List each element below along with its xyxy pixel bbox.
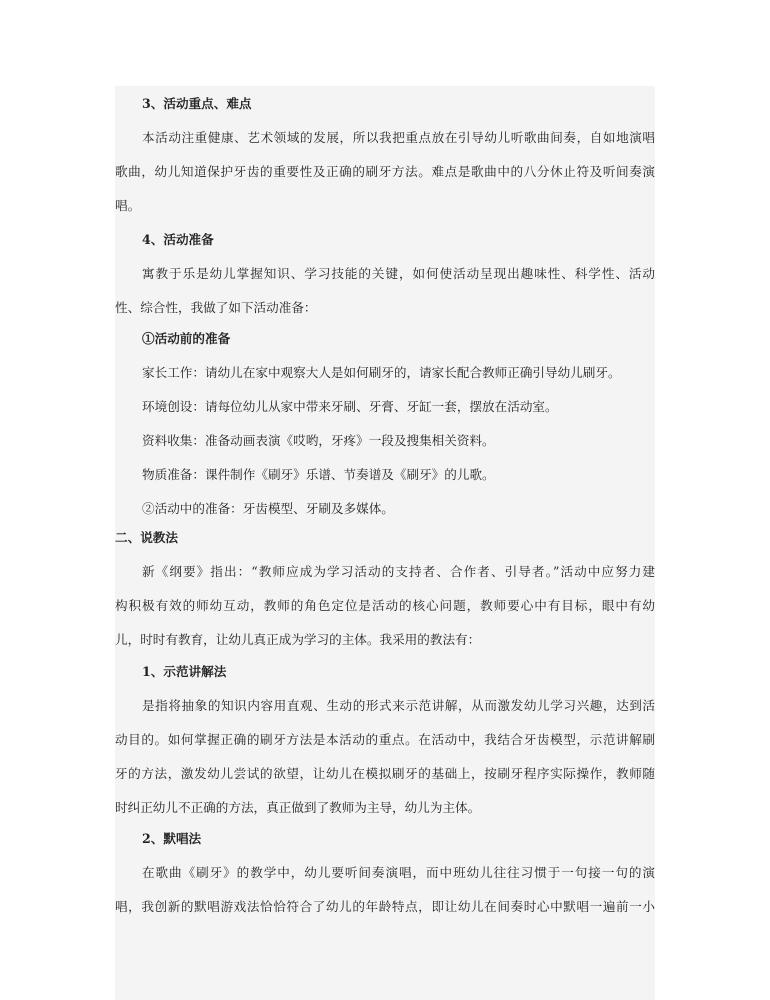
paragraph-line: ②活动中的准备：牙齿模型、牙刷及多媒体。 (142, 501, 394, 516)
paragraph-line: 本活动注重健康、艺术领域的发展，所以我把重点放在引导幼儿听歌曲间奏，自如地演唱 (142, 130, 655, 145)
paragraph-line: 歌曲，幼儿知道保护牙齿的重要性及正确的刷牙方法。难点是歌曲中的八分休止符及听间奏演 (115, 164, 655, 179)
paragraph-line: 是指将抽象的知识内容用直观、生动的形式来示范讲解，从而激发幼儿学习兴趣，达到活 (142, 698, 655, 713)
paragraph-line: 构积极有效的师幼互动，教师的角色定位是活动的核心问题，教师要心中有目标，眼中有幼 (115, 598, 655, 613)
heading-teaching-methods: 二、说教法 (115, 530, 178, 545)
paragraph-line: 环境创设：请每位幼儿从家中带来牙刷、牙膏、牙缸一套，摆放在活动室。 (142, 399, 558, 414)
heading-before-activity: ①活动前的准备 (142, 331, 231, 346)
heading-silent-singing: 2、默唱法 (142, 831, 202, 846)
paragraph-line: 儿，时时有教育，让幼儿真正成为学习的主体。我采用的教法有： (115, 632, 481, 647)
heading-key-points: 3、活动重点、难点 (142, 96, 252, 111)
paragraph-line: 物质准备：课件制作《刷牙》乐谱、节奏谱及《刷牙》的儿歌。 (142, 467, 495, 482)
heading-demonstration: 1、示范讲解法 (142, 664, 227, 679)
paragraph-line: 家长工作：请幼儿在家中观察大人是如何刷牙的，请家长配合教师正确引导幼儿刷牙。 (142, 365, 621, 380)
paragraph-line: 唱。 (115, 198, 141, 213)
paragraph-line: 动目的。如何掌握正确的刷牙方法是本活动的重点。在活动中，我结合牙齿模型，示范讲解刷 (115, 732, 655, 747)
paragraph-line: 资料收集：准备动画表演《哎哟，牙疼》一段及搜集相关资料。 (142, 433, 495, 448)
heading-preparation: 4、活动准备 (142, 232, 214, 247)
paragraph-line: 牙的方法，激发幼儿尝试的欲望，让幼儿在模拟刷牙的基础上，按刷牙程序实际操作，教师随 (115, 766, 655, 781)
paragraph-line: 寓教于乐是幼儿掌握知识、学习技能的关键，如何使活动呈现出趣味性、科学性、活动 (142, 266, 655, 281)
paragraph-line: 新《纲要》指出：“教师应成为学习活动的支持者、合作者、引导者。”活动中应努力建 (142, 564, 655, 579)
document-page (115, 86, 655, 1000)
paragraph-line: 时纠正幼儿不正确的方法，真正做到了教师为主导，幼儿为主体。 (115, 800, 481, 815)
paragraph-line: 性、综合性，我做了如下活动准备： (115, 300, 317, 315)
paragraph-line: 唱，我创新的默唱游戏法恰恰符合了幼儿的年龄特点，即让幼儿在间奏时心中默唱一遍前一小 (115, 899, 655, 914)
paragraph-line: 在歌曲《刷牙》的教学中，幼儿要听间奏演唱，而中班幼儿往往习惯于一句接一句的演 (142, 865, 655, 880)
